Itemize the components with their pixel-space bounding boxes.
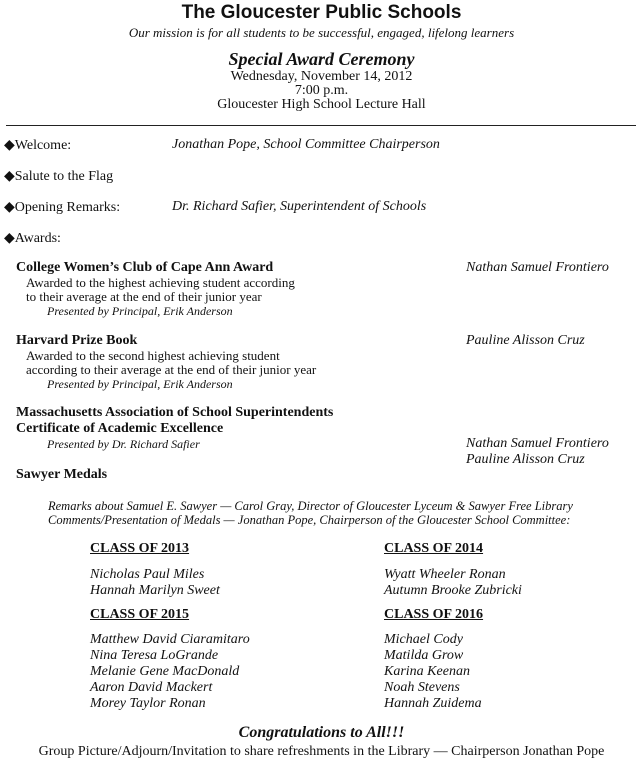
event-date: Wednesday, November 14, 2012	[230, 69, 413, 84]
student-name: Morey Taylor Ronan	[90, 696, 206, 711]
welcome-label: ◆Welcome:	[4, 138, 72, 153]
award-description: to their average at the end of their junior year	[26, 289, 262, 304]
event-location: Gloucester High School Lecture Hall	[217, 97, 426, 112]
salute-label: ◆Salute to the Flag	[4, 169, 114, 184]
class-heading: CLASS OF 2014	[384, 541, 484, 556]
class-heading: CLASS OF 2013	[90, 541, 190, 556]
mission-statement: Our mission is for all students to be successful, engaged, lifelong learners	[128, 25, 515, 40]
student-name: Autumn Brooke Zubricki	[384, 583, 522, 598]
student-name: Melanie Gene MacDonald	[90, 664, 240, 679]
award-name: Massachusetts Association of School Superintendents	[16, 405, 334, 420]
award-description: according to their average at the end of their junior year	[26, 362, 317, 377]
welcome-person: Jonathan Pope, School Committee Chairperson	[172, 137, 440, 152]
divider-line	[6, 125, 636, 126]
student-name: Nicholas Paul Miles	[90, 567, 205, 582]
award-description: Awarded to the highest achieving student according	[26, 275, 295, 290]
student-name: Hannah Marilyn Sweet	[90, 583, 220, 598]
sawyer-heading: Sawyer Medals	[16, 467, 108, 482]
award-recipient: Nathan Samuel Frontiero	[466, 436, 609, 451]
student-name: Hannah Zuidema	[384, 696, 482, 711]
closing-footer: Group Picture/Adjourn/Invitation to share refreshments in the Library — Chairperson Jonathan Pope	[38, 744, 605, 759]
document-title: The Gloucester Public Schools	[181, 2, 462, 23]
award-recipient: Pauline Alisson Cruz	[466, 333, 585, 348]
student-name: Nina Teresa LoGrande	[90, 648, 219, 663]
event-time: 7:00 p.m.	[294, 83, 349, 98]
class-heading: CLASS OF 2015	[90, 607, 190, 622]
award-name: Certificate of Academic Excellence	[16, 421, 224, 436]
award-recipient: Pauline Alisson Cruz	[466, 452, 585, 467]
opening-person: Dr. Richard Safier, Superintendent of Schools	[172, 199, 427, 214]
sawyer-remarks: Remarks about Samuel E. Sawyer — Carol Gray, Director of Gloucester Lyceum & Sawyer Free Library	[48, 499, 573, 513]
student-name: Wyatt Wheeler Ronan	[384, 567, 506, 582]
award-presenter: Presented by Principal, Erik Anderson	[47, 377, 233, 391]
student-name: Michael Cody	[384, 632, 463, 647]
student-name: Matthew David Ciaramitaro	[90, 632, 250, 647]
award-name: College Women’s Club of Cape Ann Award	[16, 260, 274, 275]
event-title: Special Award Ceremony	[228, 49, 415, 69]
student-name: Aaron David Mackert	[90, 680, 213, 695]
opening-label: ◆Opening Remarks:	[4, 200, 121, 215]
student-name: Matilda Grow	[384, 648, 464, 663]
award-presenter: Presented by Dr. Richard Safier	[47, 437, 200, 451]
student-name: Karina Keenan	[384, 664, 470, 679]
sawyer-remarks: Comments/Presentation of Medals — Jonathan Pope, Chairperson of the Gloucester School Committee:	[48, 513, 571, 527]
award-description: Awarded to the second highest achieving student	[26, 348, 280, 363]
congratulations-text: Congratulations to All!!!	[238, 724, 405, 741]
award-name: Harvard Prize Book	[16, 333, 138, 348]
class-heading: CLASS OF 2016	[384, 607, 484, 622]
student-name: Noah Stevens	[384, 680, 460, 695]
awards-label: ◆Awards:	[4, 231, 61, 246]
award-presenter: Presented by Principal, Erik Anderson	[47, 304, 233, 318]
award-recipient: Nathan Samuel Frontiero	[466, 260, 609, 275]
